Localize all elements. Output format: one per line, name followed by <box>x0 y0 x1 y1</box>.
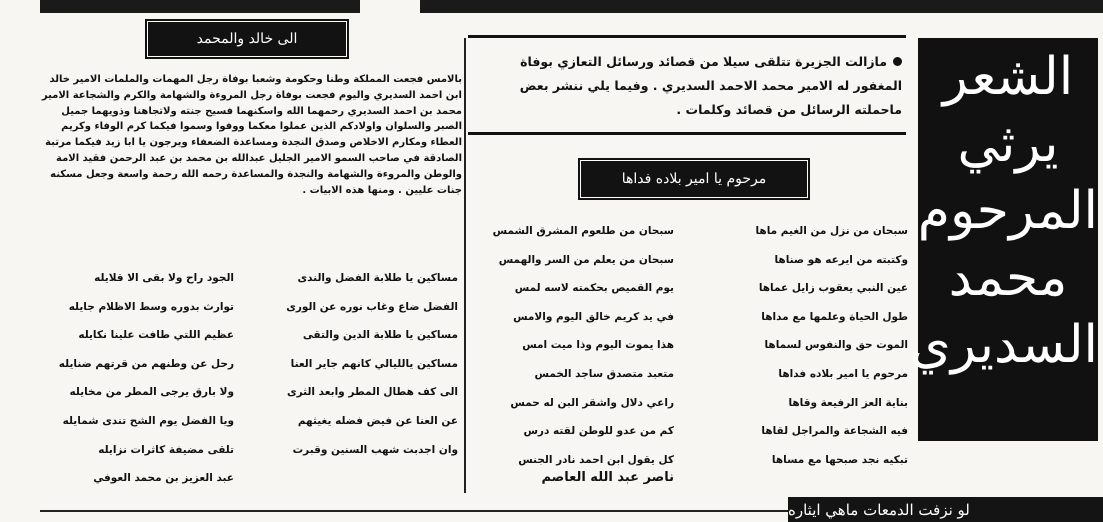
poem-left-column-a <box>38 264 234 464</box>
poem-verse: سبحان من طلعوم المشرق الشمس <box>492 225 674 237</box>
poem-verse: راعي دلال واشقر البن له حمس <box>510 396 674 409</box>
column-divider-left <box>464 38 466 493</box>
side-title-line: محمد <box>948 248 1068 308</box>
letter-heading <box>145 19 349 59</box>
poem-verse: عين النبي يعقوب زايل عماها <box>758 282 908 295</box>
poem-right-author <box>478 470 674 485</box>
bullet-icon <box>893 57 902 66</box>
side-title-line: السديري <box>910 315 1098 375</box>
poem-right-column-b <box>478 217 674 474</box>
top-rule-gap <box>360 0 420 13</box>
side-title-line: الشعر <box>942 47 1074 107</box>
poem-verse: ويا الفضل يوم الشح تندى شمايله <box>62 414 234 427</box>
intro-text: مازالت الجزيرة تتلقى سيلا من قصائد ورسائل التعازي بوفاة المغفور له الامير محمد الاحمد السديري . وفيما يلي ننشر بعض ماحملته الرسائل من قصائد وكلمات . <box>519 54 902 117</box>
poem-verse: الجود راح ولا بقى الا قلايله <box>94 272 234 284</box>
poem-verse: طول الحياة وعلمها مع مداها <box>761 310 908 323</box>
author-name: ناصر عبد الله العاصم <box>541 470 674 485</box>
poem-verse: سبحان من نزل من الغيم ماها <box>755 225 908 237</box>
poem-verse: ولا بارق يرجى المطر من مخايله <box>69 386 234 399</box>
letter-paragraph <box>40 72 462 198</box>
poem-verse: مرحوم يا امير بلاده فداها <box>778 367 908 380</box>
poem-verse: كم من عدو للوطن لقته درس <box>523 425 674 438</box>
top-rule <box>40 0 1103 13</box>
poem-verse: توارث بدوره وسط الاظلام جايله <box>68 300 234 313</box>
poem-verse: عظيم اللتي طافت علينا نكايله <box>78 329 234 342</box>
poem-verse: في يد كريم خالق اليوم والامس <box>513 310 674 323</box>
poem-heading-text: مرحوم يا امير بلاده فداها <box>621 171 767 187</box>
poem-verse: متعبد متصدق ساجد الخمس <box>534 367 674 380</box>
poem-verse: وكتبته من ايرعه هو صناها <box>774 253 908 266</box>
poem-verse: وان اجدبت شهب السنين وقبرت <box>292 443 458 456</box>
bottom-rule <box>40 510 788 512</box>
poem-right-column-a <box>680 217 908 474</box>
poem-verse: يوم القميص بحكمته لاسه لمس <box>514 282 674 295</box>
poem-verse: سبحان من يعلم من السر والهمس <box>498 253 674 266</box>
poem-verse: مساكين يا طلابة الدين والتقى <box>302 329 458 342</box>
poem-verse: الفضل ضاع وغاب نوره عن الورى <box>286 300 458 313</box>
poem-verse: كل يقول ابن احمد نادر الجنس <box>518 453 674 466</box>
poem-verse: مساكين يالليالي كانهم جاير العنا <box>290 357 458 370</box>
bottom-headline-text: لو نزفت الدمعات ماهي ايثاره <box>788 500 970 519</box>
side-title-line: يرثي <box>957 114 1059 174</box>
intro-text-block <box>472 50 902 122</box>
side-title-line: المرحوم <box>917 181 1098 241</box>
poem-heading <box>578 158 810 200</box>
side-title-panel <box>910 38 1098 441</box>
poem-verse: الموت حق والنفوس لسماها <box>764 339 908 352</box>
poem-verse: فيه الشجاعة والمراجل لقاها <box>761 425 908 438</box>
poem-verse: هذا يموت اليوم وذا ميت امس <box>522 339 674 352</box>
poem-verse: تلقى مضيفة كاثرات نزايله <box>98 443 234 456</box>
poem-verse: مساكين يا طلابة الفضل والندى <box>297 272 458 284</box>
poem-verse: رحل عن وطنهم من قرتهم ضنايله <box>58 357 234 370</box>
letter-text: بالامس فجعت المملكة وطنا وحكومة وشعبا بوفاة رجل المهمات والملمات الامير خالد ابن احمد السديري واليوم فجعت بوفاة رجل المروءة والشهامة والكرم والشجاعة الامير محمد بن احمد السديري رحمهما الله واسكنهما فسيح جنته ولاتجاهنا وذويهما جميل الصبر والسلوان واولادكم الذين عملوا معكما ووفوا وسموا فيكما كرم الوفاء وكريم العطاء ومكارم الاخلاص وصدق النجدة ومساعدة الضعفاء ويرجون يا ابا زيد فيكما مرتبة الصادقة في صاحب السمو الامير الجليل عبدالله بن محمد بن عبد الرحمن فقيد الامة والوطن والمروءة والشهامة والنجدة والمساعدة رحمه الله رحمة واسعة وجعل مسكنه جنات عليين . ومنها هذه الابيات . <box>41 74 462 196</box>
poem-verse: تبكيه نجد صبحها مع مساها <box>771 453 908 466</box>
poem-left-column-b <box>244 264 458 464</box>
poem-verse: بناية العز الرفيعة وقاها <box>788 396 908 409</box>
letter-heading-text: الى خالد والمحمد <box>196 31 298 47</box>
poem-left-author <box>38 464 234 493</box>
poem-verse: عن العنا عن فيض فضله يغيثهم <box>297 414 458 427</box>
poem-verse: الى كف هطال المطر وابعد الثرى <box>287 386 458 399</box>
author-name: عبد العزيز بن محمد العوفي <box>93 472 234 484</box>
bottom-headline-bar <box>788 497 1103 522</box>
